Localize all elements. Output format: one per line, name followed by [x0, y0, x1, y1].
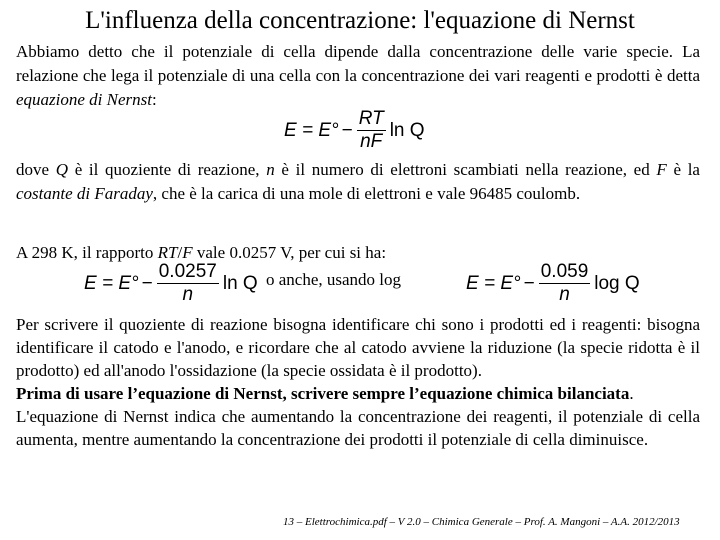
eq3-lhs: E = E°: [466, 272, 521, 294]
eq2-denominator: n: [182, 284, 194, 305]
intro-text: Abbiamo detto che il potenziale di cella dipende dalla concentrazione delle varie specie. La relazione che lega il potenziale di una cella con la concentrazione dei vari reagenti e prodotti è detta: [16, 42, 700, 85]
nernst-log-equation: [466, 261, 640, 306]
slide-title: L'influenza della concentrazione: l'equazione di Nernst: [85, 7, 635, 34]
eq3-minus: −: [523, 272, 535, 294]
def-text-d: è la: [666, 160, 700, 179]
symbol-q: Q: [55, 160, 69, 179]
eq-fraction: [357, 108, 386, 153]
log-connector-text: o anche, usando log: [266, 270, 402, 289]
eq3-denominator: n: [559, 284, 570, 305]
warning-period: .: [629, 384, 634, 403]
eq-minus: −: [341, 119, 353, 141]
nernst-ln-equation: [84, 261, 258, 306]
temp-text-b: vale 0.0257 V, per cui si ha:: [192, 243, 387, 262]
eq3-log-q: log Q: [594, 272, 640, 294]
nernst-term: equazione di Nernst: [16, 90, 152, 109]
eq2-numerator: 0.0257: [158, 261, 217, 282]
intro-paragraph: [16, 40, 700, 112]
eq2-ln-q: ln Q: [222, 272, 258, 294]
def-text-e: , che è la carica di una mole di elettroni e vale 96485 coulomb.: [152, 184, 581, 203]
slash: /: [177, 243, 183, 262]
conclusion-text: L'equazione di Nernst indica che aumentando la concentrazione dei reagenti, il potenziale di cella aumenta, mentre aumentando la concentrazione dei prodotti il potenziale di cella diminuisce.: [16, 407, 700, 449]
eq2-fraction: [157, 261, 219, 306]
page-footer: 13 – Elettrochimica.pdf – V 2.0 – Chimica Generale – Prof. A. Mangoni – A.A. 2012/2013: [283, 516, 680, 528]
procedure-warning: [16, 382, 700, 405]
def-text-b: è il quoziente di reazione,: [68, 160, 267, 179]
eq2-lhs: E = E°: [84, 272, 139, 294]
bold-warning: Prima di usare l’equazione di Nernst, scrivere sempre l’equazione chimica bilanciata: [16, 384, 630, 403]
nernst-equation: [284, 108, 425, 153]
definitions-paragraph: [16, 158, 700, 206]
eq-ln-q: ln Q: [389, 119, 425, 141]
symbol-rt: RT: [157, 243, 178, 262]
def-text-a: dove: [16, 160, 56, 179]
def-text-c: è il numero di elettroni scambiati nella reazione, ed: [274, 160, 657, 179]
eq-numerator: RT: [358, 108, 384, 129]
eq3-fraction: [539, 261, 591, 306]
procedure-paragraph: [16, 313, 700, 451]
temp-text-a: A 298 K, il rapporto: [16, 243, 158, 262]
faraday-term: costante di Faraday: [16, 184, 153, 203]
symbol-f2: F: [182, 243, 193, 262]
procedure-text: Per scrivere il quoziente di reazione bisogna identificare chi sono i prodotti ed i reagenti: bisogna identificare il catodo e l'anodo, e ricordare che al catodo avviene la riduzione (la specie ridotta è il prodotto) ed all'anodo l'ossidazione (la specie ossidata è il prodotto).: [16, 315, 700, 380]
eq-lhs: E = E°: [284, 119, 339, 141]
symbol-f: F: [656, 160, 667, 179]
eq2-minus: −: [141, 272, 153, 294]
eq-denominator: nF: [360, 131, 383, 152]
intro-colon: :: [152, 90, 157, 109]
symbol-n: n: [266, 160, 275, 179]
eq3-numerator: 0.059: [540, 261, 589, 282]
